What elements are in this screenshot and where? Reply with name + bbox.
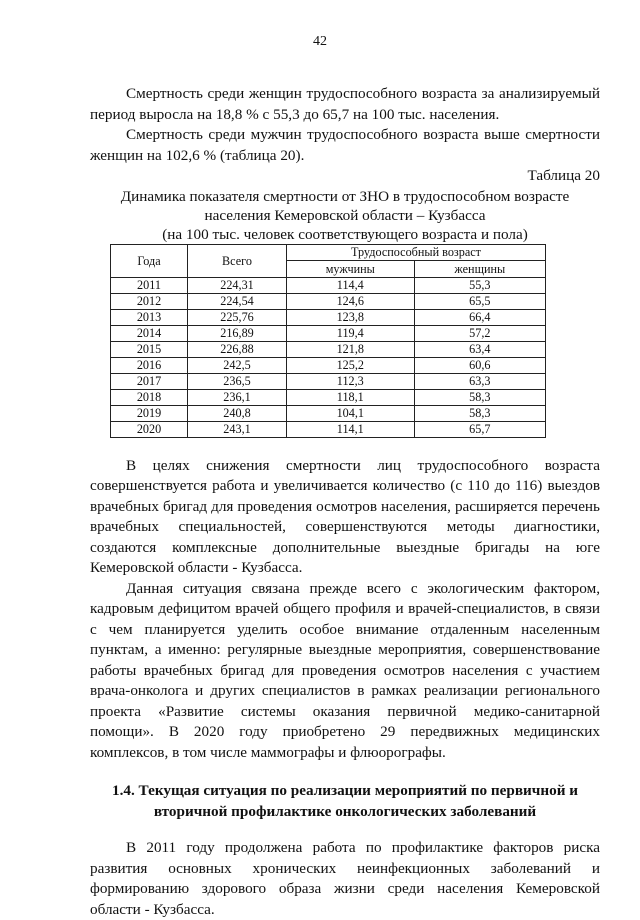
cell-total: 224,31 — [188, 277, 287, 293]
table-title-line-2: населения Кемеровской области – Кузбасса — [204, 206, 486, 224]
cell-men: 125,2 — [287, 357, 415, 373]
mortality-table — [110, 244, 546, 438]
cell-year: 2013 — [111, 309, 188, 325]
table-title-line-1: Динамика показателя смертности от ЗНО в трудоспособном возрасте — [120, 187, 570, 205]
cell-women: 58,3 — [414, 405, 545, 421]
cell-year: 2011 — [111, 277, 188, 293]
table-row — [111, 373, 546, 389]
cell-total: 242,5 — [188, 357, 287, 373]
table-row — [111, 325, 546, 341]
paragraph-situation: Данная ситуация связана прежде всего с экологическим фактором, кадровым дефицитом врачей общего профиля и врачей-специалистов, в связи с чем планируется уделить особое внимание отдаленным населенным пунктам, а именно: регулярные выездные мероприятия, совершенствование работы врачебных бригад для проведения осмотров населения с участием врача-онколога и других специалистов в рамках реализации регионального проекта «Развитие системы оказания первичной медико-санитарной помощи». В 2020 году приобретено 29 передвижных медицинских комплексов, в том числе маммографы и флюорографы. — [90, 579, 600, 761]
cell-total: 224,54 — [188, 293, 287, 309]
table-row — [111, 405, 546, 421]
page-number: 42 — [313, 34, 327, 49]
cell-women: 63,3 — [414, 373, 545, 389]
cell-men: 114,1 — [287, 421, 415, 437]
cell-men: 114,4 — [287, 277, 415, 293]
table-row — [111, 421, 546, 437]
cell-total: 240,8 — [188, 405, 287, 421]
table-label: Таблица 20 — [527, 167, 600, 184]
cell-year: 2016 — [111, 357, 188, 373]
header-working-age: Трудоспособный возраст — [287, 244, 546, 261]
header-women: женщины — [414, 261, 545, 278]
table-row — [111, 341, 546, 357]
cell-year: 2012 — [111, 293, 188, 309]
cell-men: 124,6 — [287, 293, 415, 309]
cell-total: 225,76 — [188, 309, 287, 325]
cell-year: 2019 — [111, 405, 188, 421]
cell-women: 65,5 — [414, 293, 545, 309]
cell-women: 58,3 — [414, 389, 545, 405]
paragraph-men-mortality: Смертность среди мужчин трудоспособного возраста выше смертности женщин на 102,6 % (таблица 20). — [90, 126, 600, 164]
cell-men: 123,8 — [287, 309, 415, 325]
cell-men: 119,4 — [287, 325, 415, 341]
header-total: Всего — [188, 244, 287, 277]
header-men: мужчины — [287, 261, 415, 278]
table-row — [111, 293, 546, 309]
cell-women: 65,7 — [414, 421, 545, 437]
table-row — [111, 389, 546, 405]
cell-total: 243,1 — [188, 421, 287, 437]
document-body — [90, 84, 600, 920]
table-title-line-3: (на 100 тыс. человек соответствующего возраста и пола) — [162, 225, 528, 243]
cell-year: 2015 — [111, 341, 188, 357]
cell-year: 2014 — [111, 325, 188, 341]
cell-year: 2020 — [111, 421, 188, 437]
cell-men: 104,1 — [287, 405, 415, 421]
paragraph-measures: В целях снижения смертности лиц трудоспособного возраста совершенствуется работа и увеличивается количество (с 110 до 116) выездов врачебных бригад для проведения осмотров населения, расширяется перечень врачебных специальностей, совершенствуются методы диагностики, создаются комплексные дополнительные выездные бригады на юге Кемеровской области - Кузбасса. — [90, 456, 600, 576]
section-heading-line-1: 1.4. Текущая ситуация по реализации мероприятий по первичной и — [111, 782, 579, 799]
cell-women: 60,6 — [414, 357, 545, 373]
cell-men: 112,3 — [287, 373, 415, 389]
cell-year: 2017 — [111, 373, 188, 389]
cell-total: 236,1 — [188, 389, 287, 405]
cell-total: 226,88 — [188, 341, 287, 357]
cell-year: 2018 — [111, 389, 188, 405]
cell-men: 118,1 — [287, 389, 415, 405]
cell-total: 216,89 — [188, 325, 287, 341]
cell-women: 63,4 — [414, 341, 545, 357]
cell-women: 55,3 — [414, 277, 545, 293]
section-heading-line-2: вторичной профилактике онкологических заболеваний — [153, 802, 537, 820]
paragraph-women-mortality: Смертность среди женщин трудоспособного возраста за анализируемый период выросла на 18,8 % с 55,3 до 65,7 на 100 тыс. населения. — [90, 85, 600, 123]
table-header-row — [111, 244, 546, 261]
table-row — [111, 357, 546, 373]
table-row — [111, 309, 546, 325]
header-year: Года — [111, 244, 188, 277]
paragraph-prevention: В 2011 году продолжена работа по профилактике факторов риска развития основных хронических неинфекционных заболеваний и формированию здорового образа жизни среди населения Кемеровской области - Кузбасса. — [90, 839, 600, 918]
cell-men: 121,8 — [287, 341, 415, 357]
cell-women: 57,2 — [414, 325, 545, 341]
section-heading — [90, 781, 600, 822]
cell-women: 66,4 — [414, 309, 545, 325]
cell-total: 236,5 — [188, 373, 287, 389]
table-row — [111, 277, 546, 293]
